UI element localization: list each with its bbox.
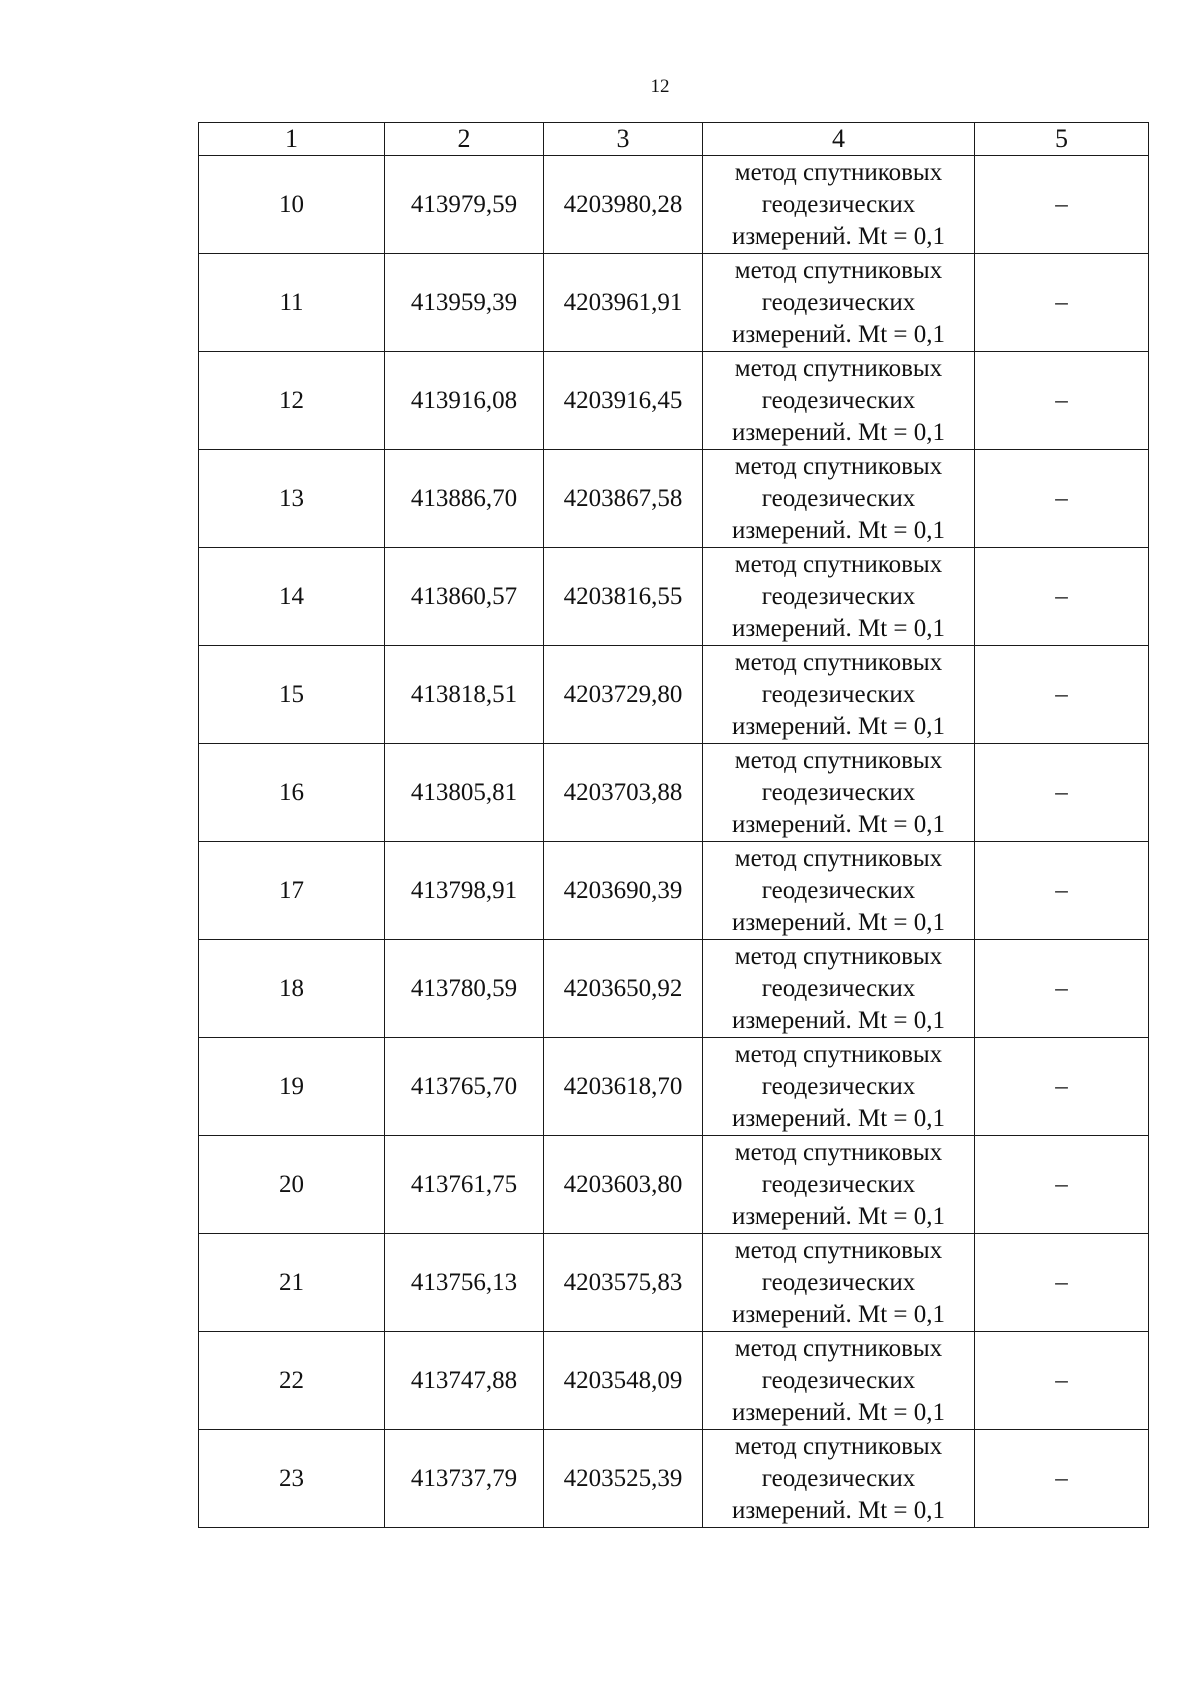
note-cell: –: [975, 1234, 1149, 1332]
x-coordinate-cell: 413860,57: [385, 548, 544, 646]
point-number-cell: 23: [199, 1430, 385, 1528]
y-coordinate-cell: 4203980,28: [544, 156, 703, 254]
y-coordinate-cell: 4203575,83: [544, 1234, 703, 1332]
table-row: [199, 450, 1149, 548]
header-cell-1: 1: [199, 123, 385, 156]
method-cell: метод спутниковых геодезических измерений. Mt = 0,1: [703, 1038, 975, 1136]
table-body: [199, 156, 1149, 1528]
method-cell: метод спутниковых геодезических измерений. Mt = 0,1: [703, 352, 975, 450]
note-cell: –: [975, 1332, 1149, 1430]
table-row: [199, 744, 1149, 842]
table-row: [199, 548, 1149, 646]
point-number-cell: 21: [199, 1234, 385, 1332]
y-coordinate-cell: 4203703,88: [544, 744, 703, 842]
note-cell: –: [975, 1038, 1149, 1136]
method-cell: метод спутниковых геодезических измерений. Mt = 0,1: [703, 548, 975, 646]
note-cell: –: [975, 940, 1149, 1038]
note-cell: –: [975, 548, 1149, 646]
page-number: 12: [650, 76, 670, 97]
method-cell: метод спутниковых геодезических измерений. Mt = 0,1: [703, 254, 975, 352]
point-number-cell: 12: [199, 352, 385, 450]
point-number-cell: 14: [199, 548, 385, 646]
table-row: [199, 842, 1149, 940]
note-cell: –: [975, 1136, 1149, 1234]
method-cell: метод спутниковых геодезических измерений. Mt = 0,1: [703, 1136, 975, 1234]
point-number-cell: 20: [199, 1136, 385, 1234]
note-cell: –: [975, 156, 1149, 254]
method-cell: метод спутниковых геодезических измерений. Mt = 0,1: [703, 156, 975, 254]
table-row: [199, 1332, 1149, 1430]
x-coordinate-cell: 413818,51: [385, 646, 544, 744]
x-coordinate-cell: 413805,81: [385, 744, 544, 842]
y-coordinate-cell: 4203548,09: [544, 1332, 703, 1430]
point-number-cell: 16: [199, 744, 385, 842]
y-coordinate-cell: 4203867,58: [544, 450, 703, 548]
table-row: [199, 1136, 1149, 1234]
table-row: [199, 254, 1149, 352]
note-cell: –: [975, 646, 1149, 744]
method-cell: метод спутниковых геодезических измерений. Mt = 0,1: [703, 1430, 975, 1528]
method-cell: метод спутниковых геодезических измерений. Mt = 0,1: [703, 842, 975, 940]
note-cell: –: [975, 1430, 1149, 1528]
method-cell: метод спутниковых геодезических измерений. Mt = 0,1: [703, 744, 975, 842]
note-cell: –: [975, 744, 1149, 842]
point-number-cell: 10: [199, 156, 385, 254]
point-number-cell: 22: [199, 1332, 385, 1430]
x-coordinate-cell: 413737,79: [385, 1430, 544, 1528]
note-cell: –: [975, 254, 1149, 352]
header-cell-5: 5: [975, 123, 1149, 156]
y-coordinate-cell: 4203729,80: [544, 646, 703, 744]
note-cell: –: [975, 450, 1149, 548]
y-coordinate-cell: 4203916,45: [544, 352, 703, 450]
header-cell-3: 3: [544, 123, 703, 156]
method-cell: метод спутниковых геодезических измерений. Mt = 0,1: [703, 646, 975, 744]
x-coordinate-cell: 413780,59: [385, 940, 544, 1038]
x-coordinate-cell: 413916,08: [385, 352, 544, 450]
y-coordinate-cell: 4203603,80: [544, 1136, 703, 1234]
method-cell: метод спутниковых геодезических измерений. Mt = 0,1: [703, 450, 975, 548]
header-row: [199, 123, 1149, 156]
table-row: [199, 1038, 1149, 1136]
y-coordinate-cell: 4203961,91: [544, 254, 703, 352]
method-cell: метод спутниковых геодезических измерений. Mt = 0,1: [703, 1234, 975, 1332]
table-header: [199, 123, 1149, 156]
table-row: [199, 1234, 1149, 1332]
y-coordinate-cell: 4203690,39: [544, 842, 703, 940]
point-number-cell: 15: [199, 646, 385, 744]
x-coordinate-cell: 413761,75: [385, 1136, 544, 1234]
x-coordinate-cell: 413979,59: [385, 156, 544, 254]
x-coordinate-cell: 413756,13: [385, 1234, 544, 1332]
point-number-cell: 17: [199, 842, 385, 940]
y-coordinate-cell: 4203816,55: [544, 548, 703, 646]
point-number-cell: 13: [199, 450, 385, 548]
table-row: [199, 646, 1149, 744]
x-coordinate-cell: 413798,91: [385, 842, 544, 940]
note-cell: –: [975, 352, 1149, 450]
table-row: [199, 1430, 1149, 1528]
table-row: [199, 352, 1149, 450]
coordinates-table: [198, 122, 1149, 1528]
table-row: [199, 940, 1149, 1038]
x-coordinate-cell: 413886,70: [385, 450, 544, 548]
x-coordinate-cell: 413765,70: [385, 1038, 544, 1136]
x-coordinate-cell: 413747,88: [385, 1332, 544, 1430]
note-cell: –: [975, 842, 1149, 940]
table-row: [199, 156, 1149, 254]
method-cell: метод спутниковых геодезических измерений. Mt = 0,1: [703, 1332, 975, 1430]
point-number-cell: 18: [199, 940, 385, 1038]
point-number-cell: 11: [199, 254, 385, 352]
y-coordinate-cell: 4203618,70: [544, 1038, 703, 1136]
point-number-cell: 19: [199, 1038, 385, 1136]
y-coordinate-cell: 4203650,92: [544, 940, 703, 1038]
x-coordinate-cell: 413959,39: [385, 254, 544, 352]
header-cell-2: 2: [385, 123, 544, 156]
method-cell: метод спутниковых геодезических измерений. Mt = 0,1: [703, 940, 975, 1038]
y-coordinate-cell: 4203525,39: [544, 1430, 703, 1528]
header-cell-4: 4: [703, 123, 975, 156]
